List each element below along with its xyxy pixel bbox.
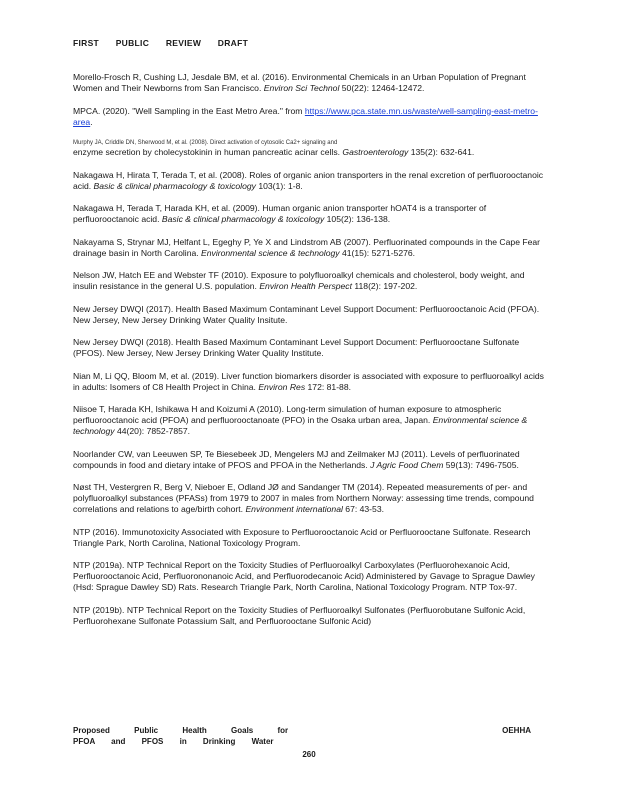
reference-item: New Jersey DWQI (2017). Health Based Maximum Contaminant Level Support Document: Perfluorooctanoic Acid (PFOA). New Jersey, New Jersey Drinking Water Quality Insitute. <box>73 303 540 325</box>
reference-item: Nakagawa H, Hirata T, Terada T, et al. (2008). Roles of organic anion transporters in the renal excretion of perfluorooctanoic acid. Basic & clinical pharmacology & toxicology 103(1): 1-8. <box>73 169 544 191</box>
journal-name: Basic & clinical pharmacology & toxicology <box>93 180 256 191</box>
draft-header: FIRST PUBLIC REVIEW DRAFT <box>73 38 249 48</box>
journal-name: Environment international <box>245 504 343 514</box>
reference-item: Niisoe T, Harada KH, Ishikawa H and Koizumi A (2010). Long-term simulation of human exposure to atmospheric perfluorooctanoic acid (PFOA) and perfluorooctanoate (PFO) in the Osaka urban area, Japan. Environmental science & technology 44(20): 7852-7857. <box>73 404 528 436</box>
reference-small-line: Murphy JA, Criddle DN, Sherwood M, et al. (2008). Direct activation of cytosolic Ca2+ signaling and <box>73 140 338 146</box>
reference-item: Nian M, Li QQ, Bloom M, et al. (2019). Liver function biomarkers disorder is associated with exposure to perfluoroalkyl acids in adults: Isomers of C8 Health Project in China. Environ Res 172: 81-88. <box>73 370 544 392</box>
reference-item: Nakagawa H, Terada T, Harada KH, et al. (2009). Human organic anion transporter hOAT4 is a transporter of perfluorooctanoic acid. Basic & clinical pharmacology & toxicology 105(2): 136-138. <box>73 203 487 224</box>
journal-name: Environmental science & technology <box>73 415 528 436</box>
journal-name: Environ Health Perspect <box>259 281 352 291</box>
footer-title-line-2: PFOA and PFOS in Drinking Water <box>73 737 274 746</box>
reference-link[interactable]: https://www.pca.state.mn.us/waste/well-sampling-east-metro-area <box>73 105 538 127</box>
footer-title-line-1: Proposed Public Health Goals for <box>73 726 289 735</box>
journal-name: Environ Res <box>258 381 306 392</box>
reference-item: Nakayama S, Strynar MJ, Helfant L, Egeghy P, Ye X and Lindstrom AB (2007). Perfluorinated compounds in the Cape Fear drainage basin in North Carolina. Environmental science & technology 41(15): 5271-5276. <box>73 236 541 258</box>
reference-list <box>73 72 551 638</box>
page-number: 260 <box>302 750 316 759</box>
reference-item: Nøst TH, Vestergren R, Berg V, Nieboer E, Odland JØ and Sandanger TM (2014). Repeated measurements of per- and polyfluoroalkyl substances (PFASs) from 1979 to 2007 in males from Northern Norway: assessing time trends, compound correlations and relations to age/birth cohort. Environment international 67: 43-53. <box>73 482 534 514</box>
journal-name: Environ Sci Technol <box>263 83 340 93</box>
reference-item: New Jersey DWQI (2018). Health Based Maximum Contaminant Level Support Document: Perfluorooctane Sulfonate (PFOS). New Jersey, New Jersey Drinking Water Quality Institute. <box>73 337 520 358</box>
journal-name: Environmental science & technology <box>201 247 340 258</box>
reference-item: NTP (2019a). NTP Technical Report on the Toxicity Studies of Perfluoroalkyl Carboxylates (Perfluorohexanoic Acid, Perfluorooctanoic Acid, Perfluorononanoic Acid, and Perfluorodecanoic Acid) Administered by Gavage to Sprague Dawley (Hsd: Sprague Dawley SD) Rats. Research Triangle Park, North Carolina, National Toxicology Program. NTP Tox-97. <box>73 560 535 592</box>
footer-agency: OEHHA <box>502 726 531 735</box>
reference-item: Nelson JW, Hatch EE and Webster TF (2010). Exposure to polyfluoroalkyl chemicals and cholesterol, body weight, and insulin resistance in the general U.S. population. Environ Health Perspect 118(2): 197-202. <box>73 270 525 291</box>
reference-item: Morello-Frosch R, Cushing LJ, Jesdale BM, et al. (2016). Environmental Chemicals in an Urban Population of Pregnant Women and Their Newborns from San Francisco. Environ Sci Technol 50(22): 12464-12472. <box>73 72 526 93</box>
journal-name: Basic & clinical pharmacology & toxicology <box>161 214 325 224</box>
reference-item: MPCA. (2020). "Well Sampling in the East Metro Area." from https://www.pca.state.mn.us/waste/well-sampling-east-metro-area. <box>73 105 538 127</box>
page-footer <box>73 725 531 747</box>
reference-item: Murphy JA, Criddle DN, Sherwood M, et al. (2008). Direct activation of cytosolic Ca2+ signaling and enzyme secretion by cholecystokinin in human pancreatic acinar cells. Gastroenterology 135(2): 632-641. <box>73 139 551 158</box>
reference-item: NTP (2016). Immunotoxicity Associated with Exposure to Perfluorooctanoic Acid or Perfluorooctane Sulfonate. Research Triangle Park, North Carolina, National Toxicology Program. <box>73 526 531 548</box>
reference-item: NTP (2019b). NTP Technical Report on the Toxicity Studies of Perfluoroalkyl Sulfonates (Perfluorobutane Sulfonic Acid, Perfluorohexane Sulfonate Potassium Salt, and Perfluorooctane Sulfonic Acid) <box>73 604 526 626</box>
journal-name: Gastroenterology <box>342 147 409 157</box>
journal-name: J Agric Food Chem <box>370 459 444 470</box>
reference-item: Noorlander CW, van Leeuwen SP, Te Biesebeek JD, Mengelers MJ and Zeilmaker MJ (2011). Levels of perfluorinated compounds in food and dietary intake of PFOS and PFOA in the Netherlands. J Agric Food Chem 59(13): 7496-7505. <box>73 448 520 470</box>
